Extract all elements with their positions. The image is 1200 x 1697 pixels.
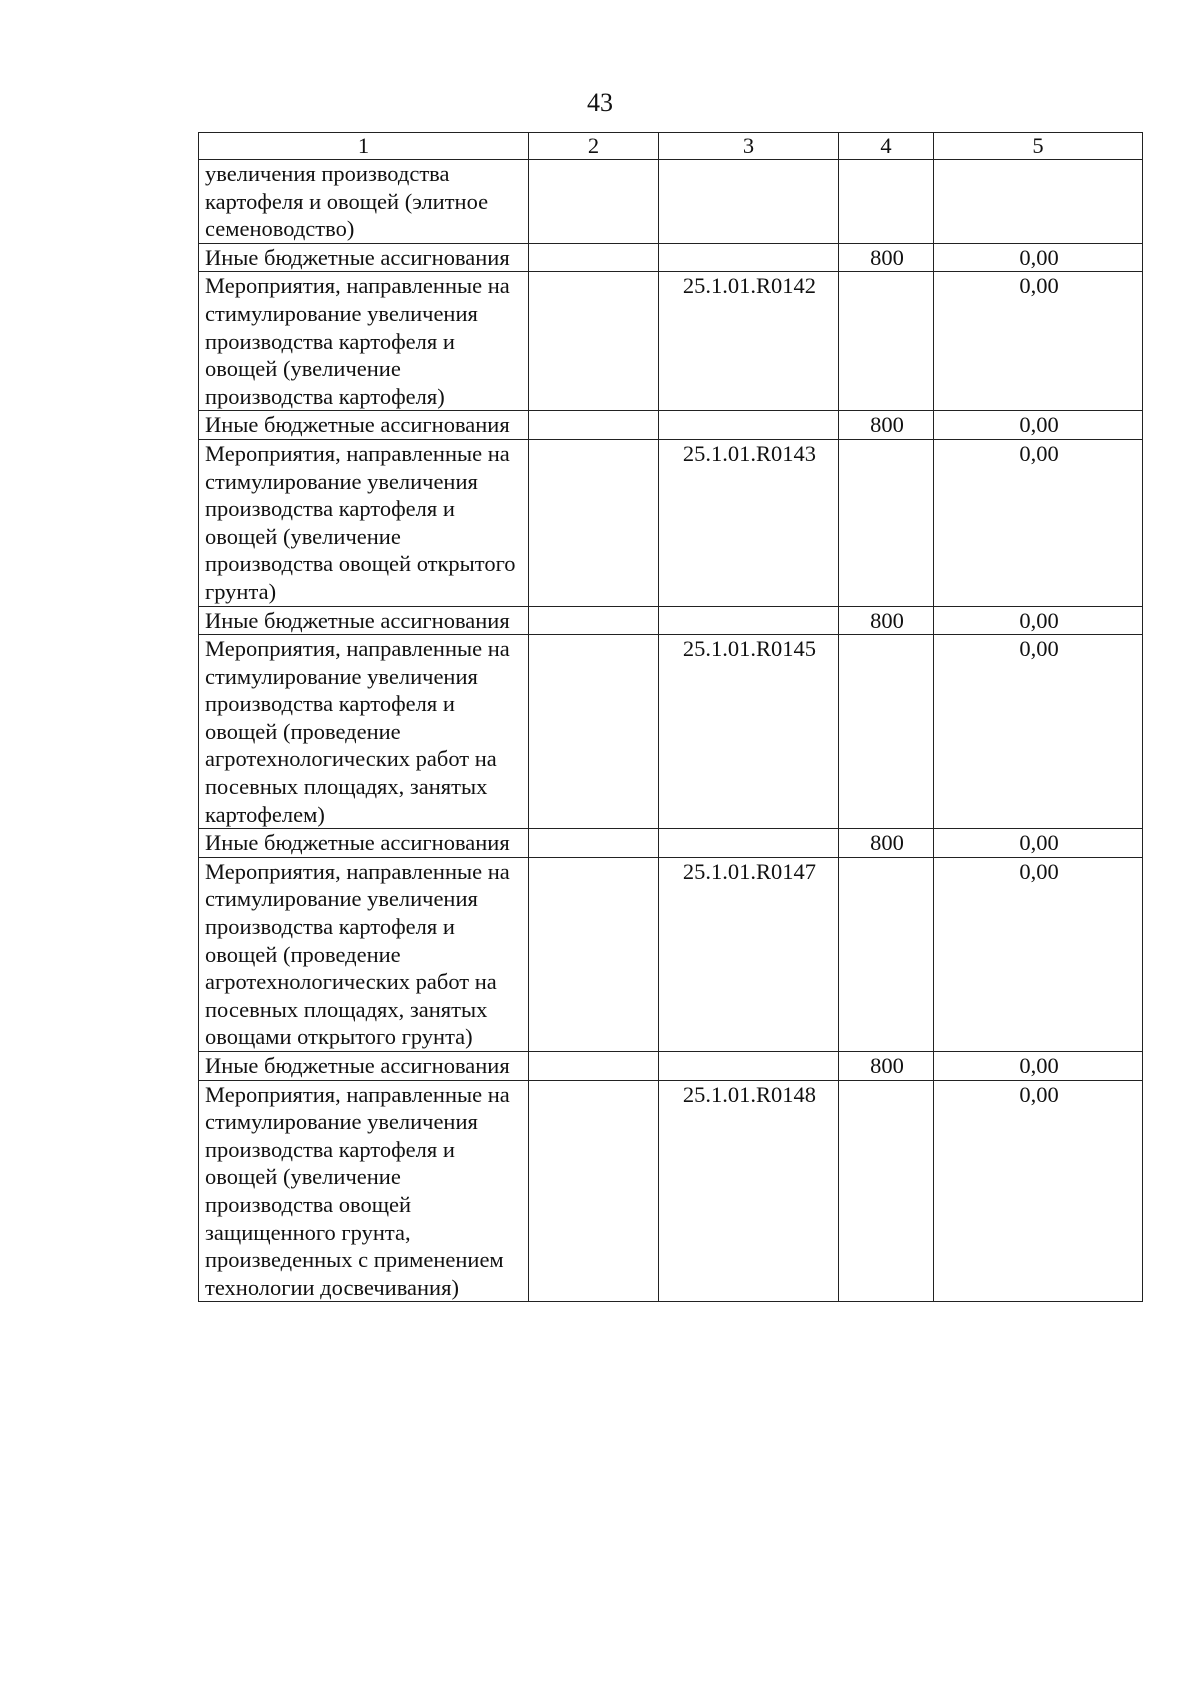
- row-col2-cell: [529, 160, 659, 244]
- table-row: [199, 1052, 1143, 1081]
- row-col2-cell: [529, 243, 659, 272]
- row-type-cell: 800: [839, 606, 934, 635]
- row-col2-cell: [529, 1080, 659, 1302]
- header-col-3: 3: [659, 133, 839, 160]
- row-amount-cell: 0,00: [934, 635, 1143, 829]
- table-row: [199, 857, 1143, 1051]
- header-col-4: 4: [839, 133, 934, 160]
- row-amount-cell: 0,00: [934, 439, 1143, 606]
- row-name-cell: Иные бюджетные ассигнования: [199, 1052, 529, 1081]
- row-code-cell: [659, 243, 839, 272]
- row-name-cell: Иные бюджетные ассигнования: [199, 411, 529, 440]
- row-code-cell: [659, 606, 839, 635]
- row-col2-cell: [529, 439, 659, 606]
- row-type-cell: [839, 160, 934, 244]
- row-name-cell: Иные бюджетные ассигнования: [199, 606, 529, 635]
- row-col2-cell: [529, 857, 659, 1051]
- row-type-cell: 800: [839, 1052, 934, 1081]
- row-amount-cell: 0,00: [934, 243, 1143, 272]
- row-col2-cell: [529, 411, 659, 440]
- row-amount-cell: 0,00: [934, 1052, 1143, 1081]
- table-header: [199, 133, 1143, 160]
- row-code-cell: 25.1.01.R0148: [659, 1080, 839, 1302]
- table-row: [199, 1080, 1143, 1302]
- row-code-cell: 25.1.01.R0147: [659, 857, 839, 1051]
- header-col-2: 2: [529, 133, 659, 160]
- row-name-cell: Мероприятия, направленные на стимулирование увеличения производства картофеля и овощей (проведение агротехнологических работ на посевных площадях, занятых овощами открытого грунта): [199, 857, 529, 1051]
- row-col2-cell: [529, 1052, 659, 1081]
- row-type-cell: [839, 635, 934, 829]
- row-type-cell: [839, 439, 934, 606]
- row-code-cell: [659, 411, 839, 440]
- budget-table: [198, 132, 1143, 1302]
- row-name-cell: Мероприятия, направленные на стимулирование увеличения производства картофеля и овощей (увеличение производства овощей защищенного грунта, произведенных с применением технологии досвечивания): [199, 1080, 529, 1302]
- row-code-cell: [659, 1052, 839, 1081]
- table-row: [199, 160, 1143, 244]
- row-name-cell: Иные бюджетные ассигнования: [199, 829, 529, 858]
- row-name-cell: Мероприятия, направленные на стимулирование увеличения производства картофеля и овощей (увеличение производства овощей открытого грунта): [199, 439, 529, 606]
- row-type-cell: [839, 1080, 934, 1302]
- table-row: [199, 411, 1143, 440]
- table-row: [199, 635, 1143, 829]
- row-code-cell: 25.1.01.R0143: [659, 439, 839, 606]
- table-row: [199, 439, 1143, 606]
- row-amount-cell: [934, 160, 1143, 244]
- row-amount-cell: 0,00: [934, 1080, 1143, 1302]
- row-col2-cell: [529, 606, 659, 635]
- row-col2-cell: [529, 272, 659, 411]
- row-amount-cell: 0,00: [934, 272, 1143, 411]
- row-type-cell: 800: [839, 243, 934, 272]
- row-type-cell: 800: [839, 829, 934, 858]
- row-code-cell: [659, 160, 839, 244]
- row-type-cell: [839, 857, 934, 1051]
- header-col-5: 5: [934, 133, 1143, 160]
- row-amount-cell: 0,00: [934, 606, 1143, 635]
- row-type-cell: 800: [839, 411, 934, 440]
- row-col2-cell: [529, 829, 659, 858]
- row-amount-cell: 0,00: [934, 411, 1143, 440]
- row-code-cell: [659, 829, 839, 858]
- row-name-cell: Мероприятия, направленные на стимулирование увеличения производства картофеля и овощей (увеличение производства картофеля): [199, 272, 529, 411]
- row-name-cell: Иные бюджетные ассигнования: [199, 243, 529, 272]
- row-code-cell: 25.1.01.R0142: [659, 272, 839, 411]
- table-row: [199, 243, 1143, 272]
- table-body: [199, 160, 1143, 1302]
- row-name-cell: Мероприятия, направленные на стимулирование увеличения производства картофеля и овощей (проведение агротехнологических работ на посевных площадях, занятых картофелем): [199, 635, 529, 829]
- row-name-cell: увеличения производства картофеля и овощей (элитное семеноводство): [199, 160, 529, 244]
- header-col-1: 1: [199, 133, 529, 160]
- row-code-cell: 25.1.01.R0145: [659, 635, 839, 829]
- row-col2-cell: [529, 635, 659, 829]
- page-number: 43: [587, 88, 613, 117]
- row-amount-cell: 0,00: [934, 829, 1143, 858]
- row-type-cell: [839, 272, 934, 411]
- row-amount-cell: 0,00: [934, 857, 1143, 1051]
- table-row: [199, 829, 1143, 858]
- table-row: [199, 272, 1143, 411]
- header-row: [199, 133, 1143, 160]
- table-row: [199, 606, 1143, 635]
